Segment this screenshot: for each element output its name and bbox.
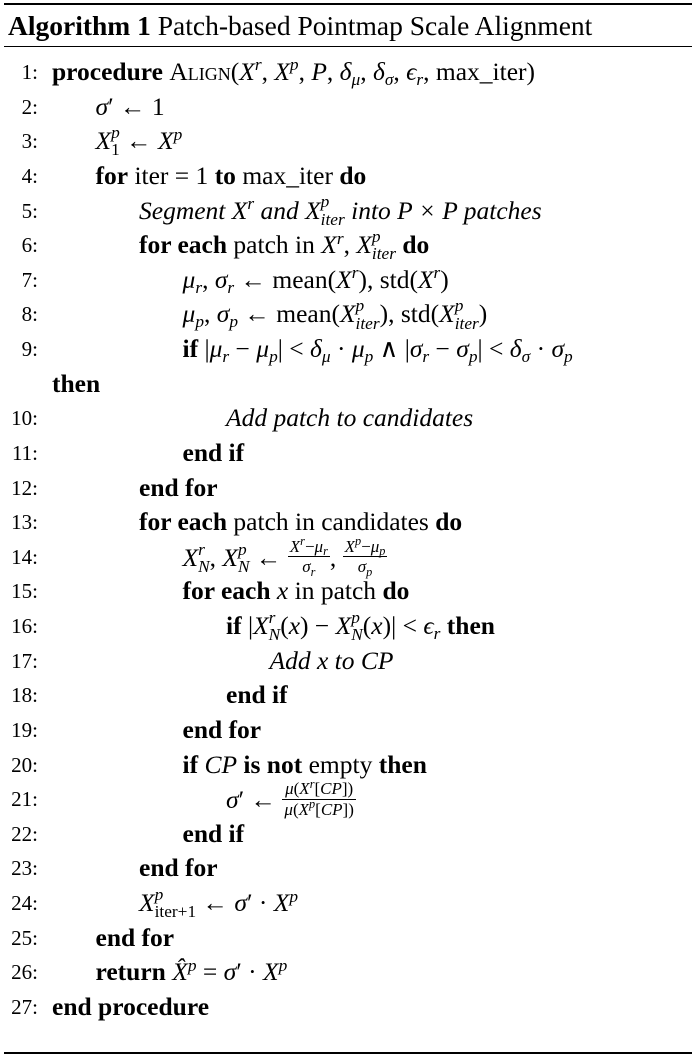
line-code: end for <box>182 714 262 744</box>
line-code: if CP is not empty then <box>182 749 427 779</box>
line-number: 27: <box>11 995 38 1019</box>
line-number: 10: <box>11 406 38 431</box>
algorithm-caption <box>8 6 592 46</box>
top-rule <box>4 3 692 5</box>
line-number: 16: <box>11 614 38 639</box>
line-number: 17: <box>11 648 38 673</box>
line-number: 21: <box>11 787 38 812</box>
line-code: for iter = 1 to max_iter do <box>95 160 367 190</box>
line-code: end if <box>226 680 288 710</box>
line-number: 9: <box>21 337 38 362</box>
line-code: end procedure <box>52 992 210 1021</box>
line-number: 12: <box>11 475 38 500</box>
line-number: 25: <box>11 925 38 950</box>
line-number: 6: <box>21 233 38 258</box>
line-code: $\mu_p$, $\sigma_p$ ← mean(X p iter ), std(X p iter ) <box>182 296 488 333</box>
line-code: Segment $X^r$ and X p iter into P × P patches <box>139 192 542 229</box>
line-code: end for <box>139 472 218 502</box>
line-number: 20: <box>11 752 38 777</box>
line-code: then <box>52 368 101 398</box>
line-code: end if <box>182 818 245 848</box>
line-number: 15: <box>11 579 38 604</box>
line-code: if |X r N (x) − X p N $(x)| < \epsilon_r$ then <box>226 607 495 645</box>
bottom-rule <box>4 1052 692 1054</box>
line-code: σ′ ← $\frac{\mu(X^r[CP])}{\mu(X^p[CP])}$ <box>226 776 354 819</box>
line-number: 19: <box>11 717 38 742</box>
line-number: 13: <box>11 510 38 535</box>
caption-rule <box>4 46 692 47</box>
line-number: 14: <box>11 544 38 569</box>
line-code: X r N , X p N ← $\frac{X^r-\mu_r}{\sigma_r}$ , $\frac{X^p-\mu_p}{\sigma_p}$ <box>182 534 386 579</box>
line-code: σ′ ← 1 <box>95 91 165 121</box>
line-number: 18: <box>11 683 38 708</box>
line-code: return X̂$^p$ = $\sigma' \cdot X^p$ <box>95 955 288 987</box>
line-number: 1: <box>21 60 38 84</box>
line-number: 23: <box>11 856 38 881</box>
line-code: Add patch to candidates <box>226 403 474 433</box>
line-number: 7: <box>21 267 38 292</box>
line-code: X p iter+1 ← $\sigma' \cdot X^p$ <box>139 884 299 922</box>
line-code: for each patch in candidates do <box>139 507 463 537</box>
line-code: X p 1 ← $X^p$ <box>95 123 183 160</box>
line-code: procedure $Align(X^r$, $X^p$, P, $\delta_\mu$, $\delta_\sigma$, $\epsilon_r$, max_iter) <box>52 55 536 89</box>
line-code: $\mu_r$, $\sigma_r$ ← $mean(X^r)$, $std(X^r)$ <box>182 263 449 297</box>
line-number: 5: <box>21 198 38 223</box>
line-code: end for <box>139 853 218 883</box>
line-number: 2: <box>21 94 38 119</box>
line-number: 22: <box>11 821 38 846</box>
line-number: 3: <box>21 129 38 154</box>
line-code: for each x in patch do <box>182 576 410 606</box>
algorithm-label: Algorithm 1 <box>8 10 151 41</box>
line-code: if $|\mu_r - \mu_p| < \delta_\mu \cdot \mu_p$ ∧ $|\sigma_r - \sigma_p| < \delta_\sigma \cdot \sigma_p$ <box>182 334 573 366</box>
line-code: end if <box>182 437 245 467</box>
line-number: 11: <box>11 440 38 465</box>
line-number: 26: <box>11 960 38 985</box>
line-code: end for <box>95 922 175 952</box>
line-code: Add x to CP <box>269 645 394 675</box>
line-number: 8: <box>21 302 38 327</box>
line-code: for each patch in $X^r$, X p iter do <box>139 226 430 264</box>
algorithm-title: Patch-based Pointmap Scale Alignment <box>157 10 593 41</box>
line-number: 24: <box>11 891 38 916</box>
line-number: 4: <box>21 163 38 188</box>
